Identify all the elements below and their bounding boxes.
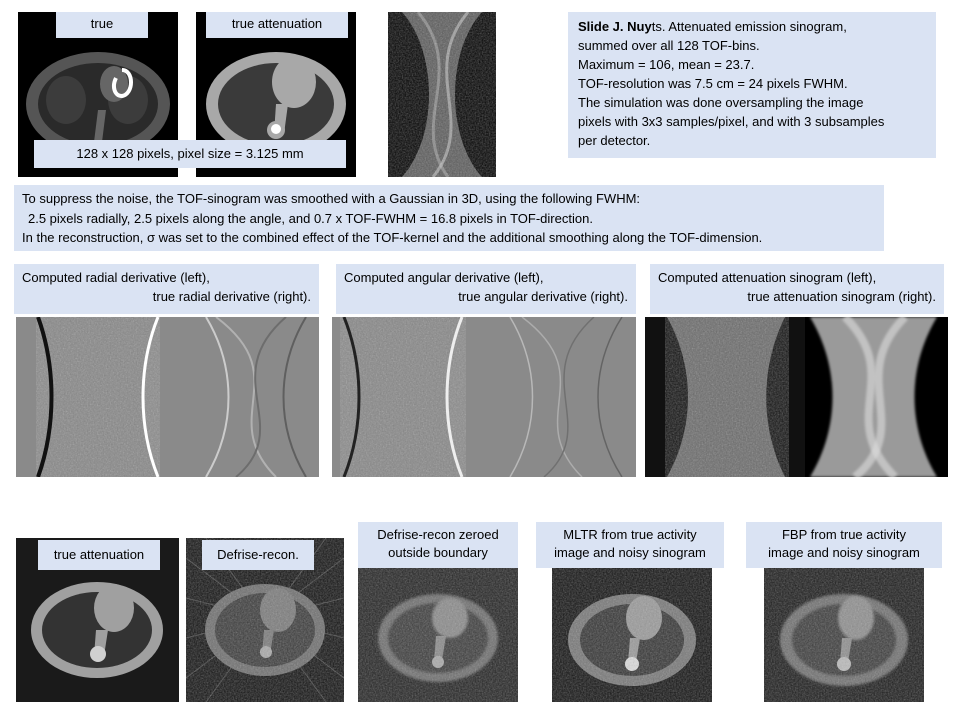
- angular-caption-line2: true angular derivative (right).: [458, 289, 628, 304]
- label-defrise-recon: Defrise-recon.: [202, 540, 314, 570]
- attenuation-sinogram-caption: [650, 264, 944, 314]
- info-line1: ts. Attenuated emission sinogram,: [651, 19, 847, 34]
- pixel-info-label: 128 x 128 pixels, pixel size = 3.125 mm: [34, 140, 346, 168]
- smoothing-line3: In the reconstruction, σ was set to the combined effect of the TOF-kernel and the additional smoothing along the TOF-dimension.: [22, 230, 763, 245]
- label-fbp: [746, 522, 942, 568]
- label-defrise-zeroed-line1: Defrise-recon zeroed: [377, 527, 499, 542]
- info-line2: summed over all 128 TOF-bins.: [578, 38, 760, 53]
- label-fbp-line2: image and noisy sinogram: [768, 545, 920, 560]
- smoothing-line2: 2.5 pixels radially, 2.5 pixels along the angle, and 0.7 x TOF-FWHM = 16.8 pixels in TOF-direction.: [28, 210, 593, 226]
- smoothing-line1: To suppress the noise, the TOF-sinogram was smoothed with a Gaussian in 3D, using the following FWHM:: [22, 191, 641, 206]
- radial-derivative-images: [16, 317, 319, 477]
- label-mltr-line1: MLTR from true activity: [563, 527, 697, 542]
- angular-caption-line1: Computed angular derivative (left),: [344, 270, 544, 285]
- angular-derivative-images: [332, 317, 636, 477]
- attenuated-emission-sinogram: [388, 12, 496, 177]
- fbp-image: [764, 568, 924, 702]
- info-bold-author: Slide J. Nuy: [578, 19, 652, 34]
- smoothing-info-box: [14, 185, 884, 251]
- info-line3: Maximum = 106, mean = 23.7.: [578, 57, 755, 72]
- label-true: true: [56, 12, 148, 38]
- simulation-info-box: [568, 12, 936, 158]
- label-mltr-line2: image and noisy sinogram: [554, 545, 706, 560]
- radial-caption-line2: true radial derivative (right).: [152, 289, 311, 304]
- label-fbp-line1: FBP from true activity: [781, 527, 906, 542]
- atten-caption-line1: Computed attenuation sinogram (left),: [658, 270, 877, 285]
- defrise-zeroed-image: [358, 568, 518, 702]
- label-defrise-zeroed-line2: outside boundary: [388, 545, 488, 560]
- true-attenuation-image-bottom: [16, 538, 179, 702]
- radial-caption-line1: Computed radial derivative (left),: [22, 270, 210, 285]
- info-line7: per detector.: [578, 133, 651, 148]
- label-mltr: [536, 522, 724, 568]
- angular-derivative-caption: [336, 264, 636, 314]
- radial-derivative-caption: [14, 264, 319, 314]
- info-line5: The simulation was done oversampling the image: [578, 95, 864, 110]
- attenuation-sinogram-images: [645, 317, 948, 477]
- mltr-image: [552, 568, 712, 702]
- atten-caption-line2: true attenuation sinogram (right).: [747, 289, 936, 304]
- label-defrise-zeroed: [358, 522, 518, 568]
- info-line4: TOF-resolution was 7.5 cm = 24 pixels FWHM.: [578, 76, 848, 91]
- label-true-attenuation-bottom: true attenuation: [38, 540, 160, 570]
- info-line6: pixels with 3x3 samples/pixel, and with 3 subsamples: [578, 114, 885, 129]
- label-true-attenuation-top: true attenuation: [206, 12, 348, 38]
- defrise-recon-image: [186, 538, 344, 702]
